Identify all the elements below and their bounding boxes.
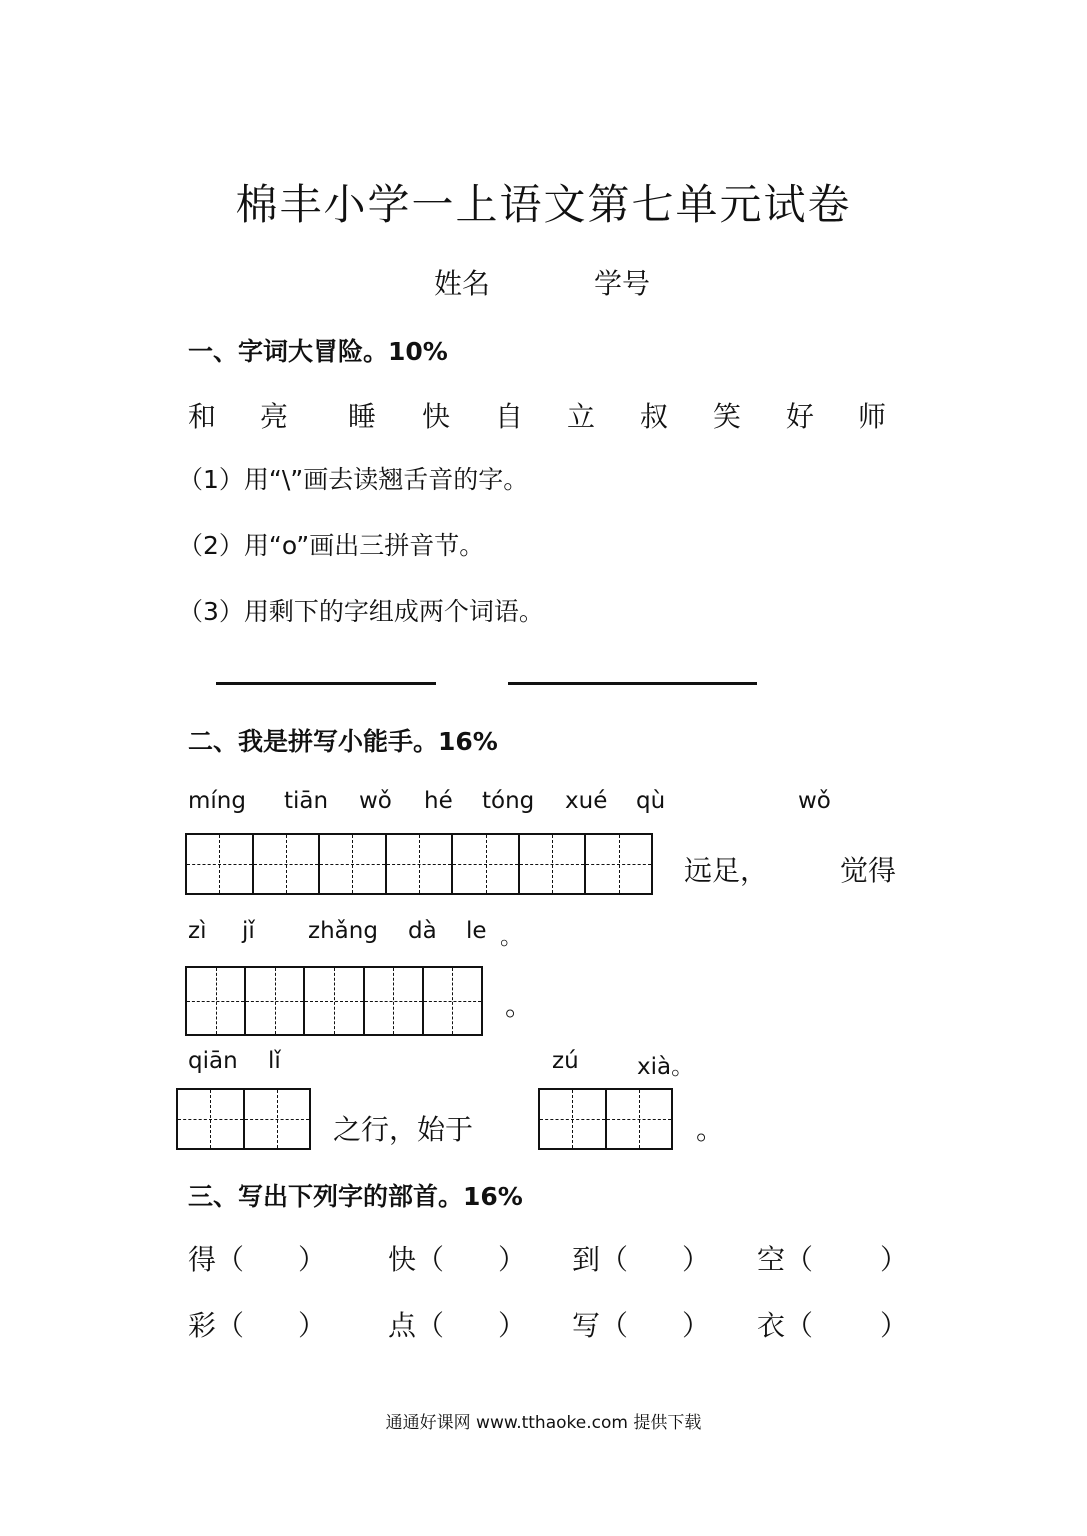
- section-2-heading: 二、我是拼写小能手。16%: [188, 727, 498, 756]
- radical-blank-close: ）: [682, 1309, 711, 1342]
- pinyin-label: qù: [636, 788, 666, 814]
- grid-cell[interactable]: [303, 968, 362, 1034]
- radical-item: 空（: [757, 1243, 814, 1276]
- pinyin-label: wǒ: [359, 788, 392, 814]
- radical-blank-close: ）: [880, 1243, 909, 1276]
- pinyin-label: qiān: [188, 1048, 238, 1074]
- pinyin-label: míng: [188, 788, 246, 814]
- char-item: 快: [422, 400, 451, 433]
- radical-item: 彩（: [188, 1309, 245, 1342]
- writing-grid-2[interactable]: [185, 966, 483, 1036]
- pinyin-label: hé: [424, 788, 453, 814]
- radical-item: 衣（: [757, 1309, 814, 1342]
- grid-cell[interactable]: [252, 835, 319, 893]
- char-item: 亮: [260, 400, 289, 433]
- radical-blank-close: ）: [880, 1309, 909, 1342]
- pinyin-label: xià。: [637, 1054, 695, 1080]
- pinyin-label: wǒ: [798, 788, 831, 814]
- pinyin-label: 。: [500, 924, 523, 950]
- pinyin-label: le: [466, 918, 487, 944]
- char-item: 笑: [713, 400, 742, 433]
- sentence-text: 觉得: [840, 854, 897, 887]
- instruction-2: （2）用“o”画出三拼音节。: [178, 531, 485, 560]
- char-item: 立: [567, 400, 596, 433]
- writing-grid-3[interactable]: [176, 1088, 311, 1150]
- grid-cell[interactable]: [187, 835, 252, 893]
- char-item: 自: [495, 400, 524, 433]
- student-id-label: 学号: [594, 267, 651, 300]
- instruction-3: （3）用剩下的字组成两个词语。: [178, 597, 544, 626]
- grid-cell[interactable]: [605, 1090, 672, 1148]
- radical-blank-close: ）: [298, 1309, 327, 1342]
- char-item: 和: [188, 400, 217, 433]
- answer-line-1[interactable]: [216, 682, 436, 685]
- grid-cell[interactable]: [518, 835, 585, 893]
- pinyin-label: lǐ: [268, 1048, 281, 1074]
- grid-cell[interactable]: [318, 835, 385, 893]
- char-item: 睡: [348, 400, 377, 433]
- sentence-text: 。: [505, 989, 534, 1022]
- grid-cell[interactable]: [385, 835, 452, 893]
- sentence-text: 远足，: [684, 854, 769, 887]
- pinyin-label: xué: [565, 788, 608, 814]
- pinyin-label: zú: [552, 1048, 579, 1074]
- grid-cell[interactable]: [584, 835, 651, 893]
- radical-item: 到（: [572, 1243, 629, 1276]
- footer-credit: 通通好课网 www.tthaoke.com 提供下载: [385, 1413, 702, 1433]
- writing-grid-1[interactable]: [185, 833, 653, 895]
- grid-cell[interactable]: [243, 1090, 310, 1148]
- sentence-text: 。: [696, 1113, 725, 1146]
- char-item: 好: [786, 400, 815, 433]
- radical-blank-close: ）: [298, 1243, 327, 1276]
- section-3-heading: 三、写出下列字的部首。16%: [188, 1182, 523, 1211]
- grid-cell[interactable]: [244, 968, 303, 1034]
- grid-cell[interactable]: [422, 968, 481, 1034]
- radical-blank-close: ）: [498, 1309, 527, 1342]
- page-title: 棉丰小学一上语文第七单元试卷: [235, 180, 852, 229]
- grid-cell[interactable]: [178, 1090, 243, 1148]
- pinyin-label: tóng: [482, 788, 535, 814]
- radical-blank-close: ）: [498, 1243, 527, 1276]
- grid-cell[interactable]: [540, 1090, 605, 1148]
- radical-item: 得（: [188, 1243, 245, 1276]
- pinyin-label: tiān: [284, 788, 329, 814]
- pinyin-label: zhǎng: [308, 918, 378, 944]
- char-item: 叔: [640, 400, 669, 433]
- grid-cell[interactable]: [363, 968, 422, 1034]
- radical-item: 点（: [388, 1309, 445, 1342]
- grid-cell[interactable]: [451, 835, 518, 893]
- grid-cell[interactable]: [187, 968, 244, 1034]
- writing-grid-4[interactable]: [538, 1088, 673, 1150]
- pinyin-label: jǐ: [242, 918, 255, 944]
- pinyin-label: zì: [188, 918, 207, 944]
- section-1-heading: 一、字词大冒险。10%: [188, 337, 448, 366]
- name-label: 姓名: [434, 267, 491, 300]
- radical-item: 快（: [388, 1243, 445, 1276]
- answer-line-2[interactable]: [508, 682, 757, 685]
- radical-blank-close: ）: [682, 1243, 711, 1276]
- radical-item: 写（: [572, 1309, 629, 1342]
- instruction-1: （1）用“\”画去读翘舌音的字。: [178, 465, 529, 494]
- char-item: 师: [858, 400, 887, 433]
- pinyin-label: dà: [408, 918, 437, 944]
- sentence-text: 之行，始于: [333, 1113, 474, 1146]
